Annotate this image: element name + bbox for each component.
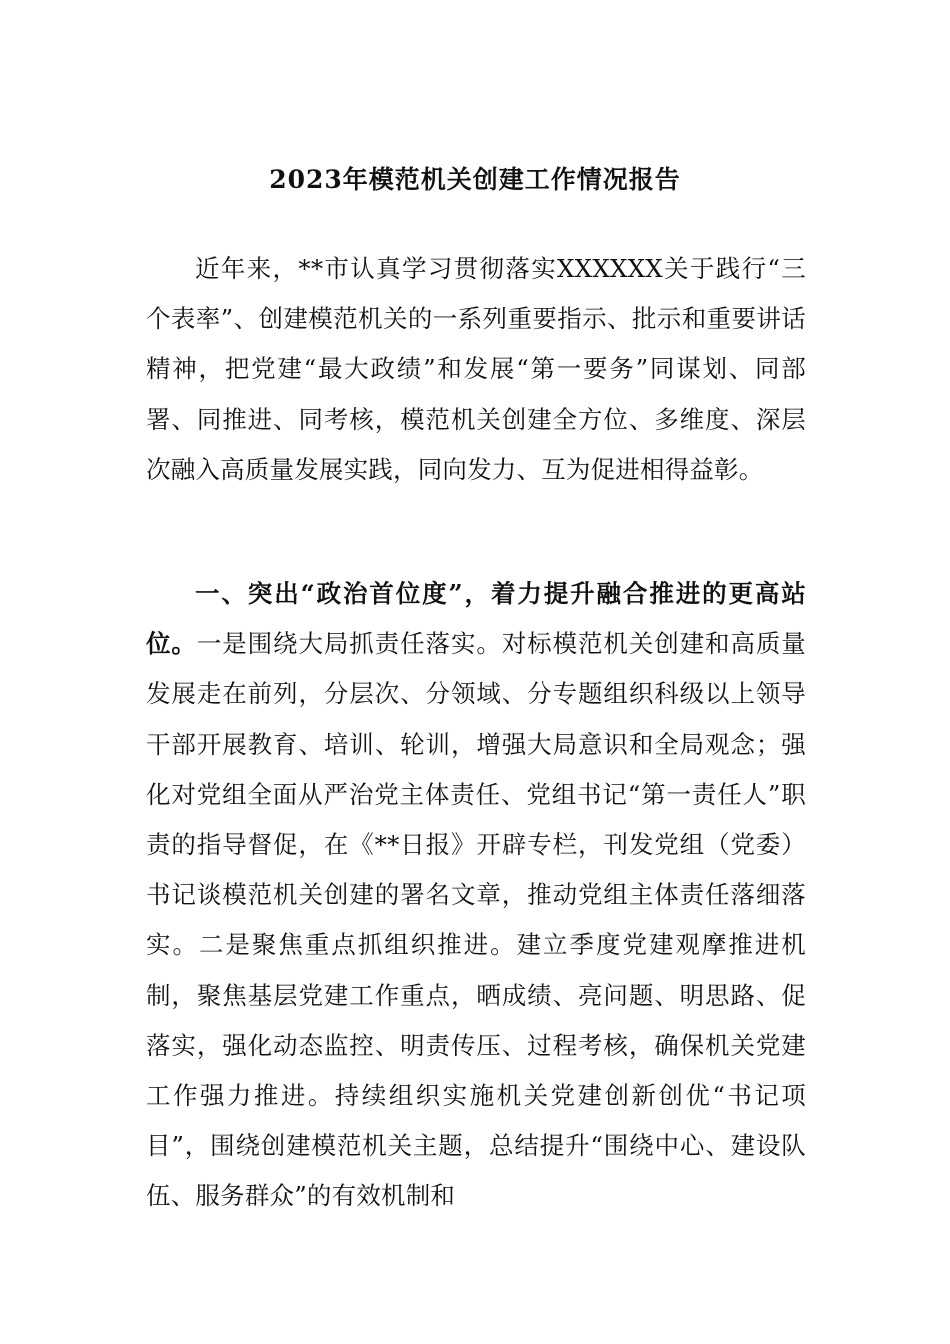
- intro-paragraph: 近年来，**市认真学习贯彻落实XXXXXX关于践行“三个表率”、创建模范机关的一系列重要指示、批示和重要讲话精神，把党建“最大政绩”和发展“第一要务”同谋划、同部署、同推进、同考核，模范机关创建全方位、多维度、深层次融入高质量发展实践，同向发力、互为促进相得益彰。: [146, 254, 806, 484]
- document-title: 2023年模范机关创建工作情况报告: [269, 165, 681, 194]
- section-one-body: 一是围绕大局抓责任落实。对标模范机关创建和高质量发展走在前列，分层次、分领域、分专题组织科级以上领导干部开展教育、培训、轮训，增强大局意识和全局观念；强化对党组全面从严治党主体责任、党组书记“第一责任人”职责的指导督促，在《**日报》开辟专栏，刊发党组（党委）书记谈模范机关创建的署名文章，推动党组主体责任落细落实。二是聚焦重点抓组织推进。建立季度党建观摩推进机制，聚焦基层党建工作重点，晒成绩、亮问题、明思路、促落实，强化动态监控、明责传压、过程考核，确保机关党建工作强力推进。持续组织实施机关党建创新创优“书记项目”，围绕创建模范机关主题，总结提升“围绕中心、建设队伍、服务群众”的有效机制和: [146, 629, 806, 1211]
- section-one-paragraph: [146, 569, 806, 1222]
- section-one-heading: 一、突出“政治首位度”，着力提升融合推进的更高站位。: [146, 579, 806, 659]
